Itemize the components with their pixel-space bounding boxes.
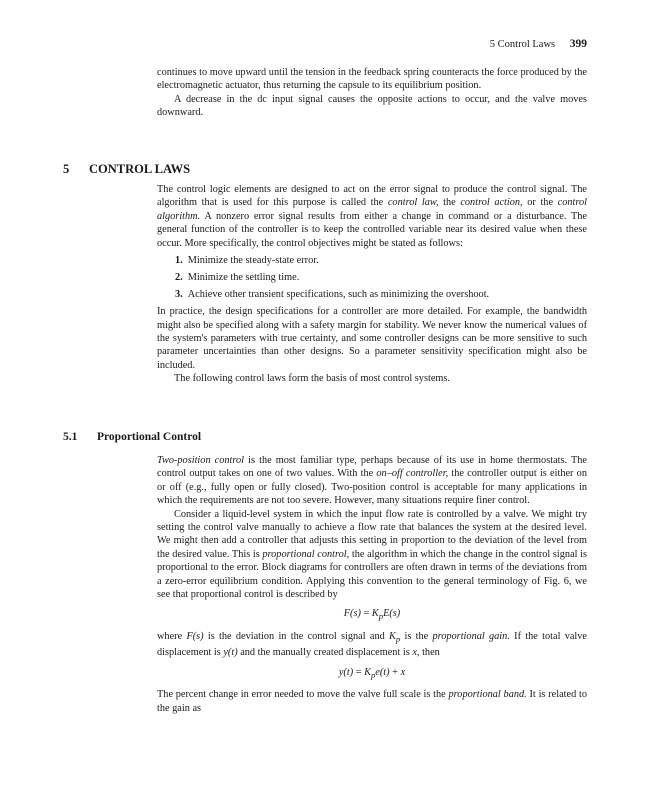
term-proportional-band: proportional band. — [448, 689, 527, 701]
term-control-algorithm: control algorithm. — [157, 197, 588, 222]
section-5-1-title: Proportional Control — [97, 431, 202, 443]
intro-paragraph-1: continues to move upward until the tension in the feedback spring counteracts the force produced by the electromagnetic actuator, thus returning the capsule to its equilibrium position. — [157, 67, 587, 92]
chapter-label: 5 Control Laws — [489, 39, 556, 50]
section-5-heading — [63, 162, 190, 177]
intro-block — [157, 66, 587, 120]
equation-1: $F(s) = K_pE(s)$ — [343, 608, 401, 622]
section-5-paragraph-2: In practice, the design specifications for a controller are more detailed. For example, the bandwidth might also be specified along with a safety margin for stability. We never know the numerical values of the system's parameters with true certainty, and some controller designs can be more sensitive to such parameter uncertainties than other designs. So a parameter sensitivity specification might also be included. — [157, 306, 587, 371]
section-5-body — [157, 183, 587, 386]
section-5-1-paragraph-3: where F(s) is the deviation in the control signal and $K_p$ is the proportional gain. If the total valve displacement is y(t) and the manually created displacement is x, then — [157, 630, 587, 659]
term-control-law: control law, — [387, 197, 439, 209]
term-two-position-control: Two-position control — [157, 455, 245, 466]
section-5-1-number: 5.1 — [63, 431, 78, 443]
list-item: 2. Minimize the settling time. — [175, 271, 300, 283]
term-proportional-control: proportional control, — [262, 548, 350, 560]
term-control-action: control action, — [460, 197, 523, 209]
equation-2: $y(t) = K_pe(t) + x$ — [338, 666, 406, 680]
term-on-off-controller: on–off controller, — [376, 468, 449, 480]
section-5-1-paragraph-2: Consider a liquid-level system in which the input flow rate is controlled by a valve. We might try setting the control valve manually to achieve a flow rate that balances the system at the desired level. We might then add a controller that adjusts this setting in proportion to the deviation of the level from the desired value. This is proportional control, the algorithm in which the change in the control signal is proportional to the error. Block diagrams for controllers are often drawn in terms of the deviations from a zero-error equilibrium condition. Applying this convention to the general terminology of Fig. 6, we see that proportional control is described by — [157, 508, 588, 601]
section-5-1-body — [157, 454, 587, 715]
page-number: 399 — [569, 38, 587, 50]
section-5-number: 5 — [63, 162, 70, 176]
section-5-title: CONTROL LAWS — [89, 162, 191, 176]
intro-paragraph-2: A decrease in the dc input signal causes the opposite actions to occur, and the valve moves downward. — [157, 93, 587, 119]
objectives-list — [157, 254, 587, 301]
section-5-paragraph-1: The control logic elements are designed to act on the error signal to produce the control signal. The algorithm that is used for this purpose is called the control law, the control action, or the control algorithm. A nonzero error signal results from either a change in command or a disturbance. The general function of the controller is to keep the controlled variable near its desired value when these occur. More specifically, the control objectives might be stated as follows: — [157, 184, 588, 249]
term-proportional-gain: proportional gain. — [432, 630, 510, 642]
section-5-1-heading — [63, 431, 201, 443]
running-header — [490, 38, 587, 50]
list-item: 3. Achieve other transient specifications, such as minimizing the overshoot. — [175, 288, 490, 300]
section-5-1-paragraph-4: The percent change in error needed to move the valve full scale is the proportional band. It is related to the gain as — [157, 689, 587, 714]
list-item: 1. Minimize the steady-state error. — [175, 255, 319, 267]
section-5-paragraph-3: The following control laws form the basis of most control systems. — [174, 373, 450, 385]
section-5-1-paragraph-1: Two-position control is the most familiar type, perhaps because of its use in home thermostats. The control output takes on one of two values. With the on–off controller, the controller output is either on or off (e.g., fully open or fully closed). Two-position control is acceptable for many applications in which the requirements are not too severe. However, many situations require finer control. — [157, 455, 587, 507]
